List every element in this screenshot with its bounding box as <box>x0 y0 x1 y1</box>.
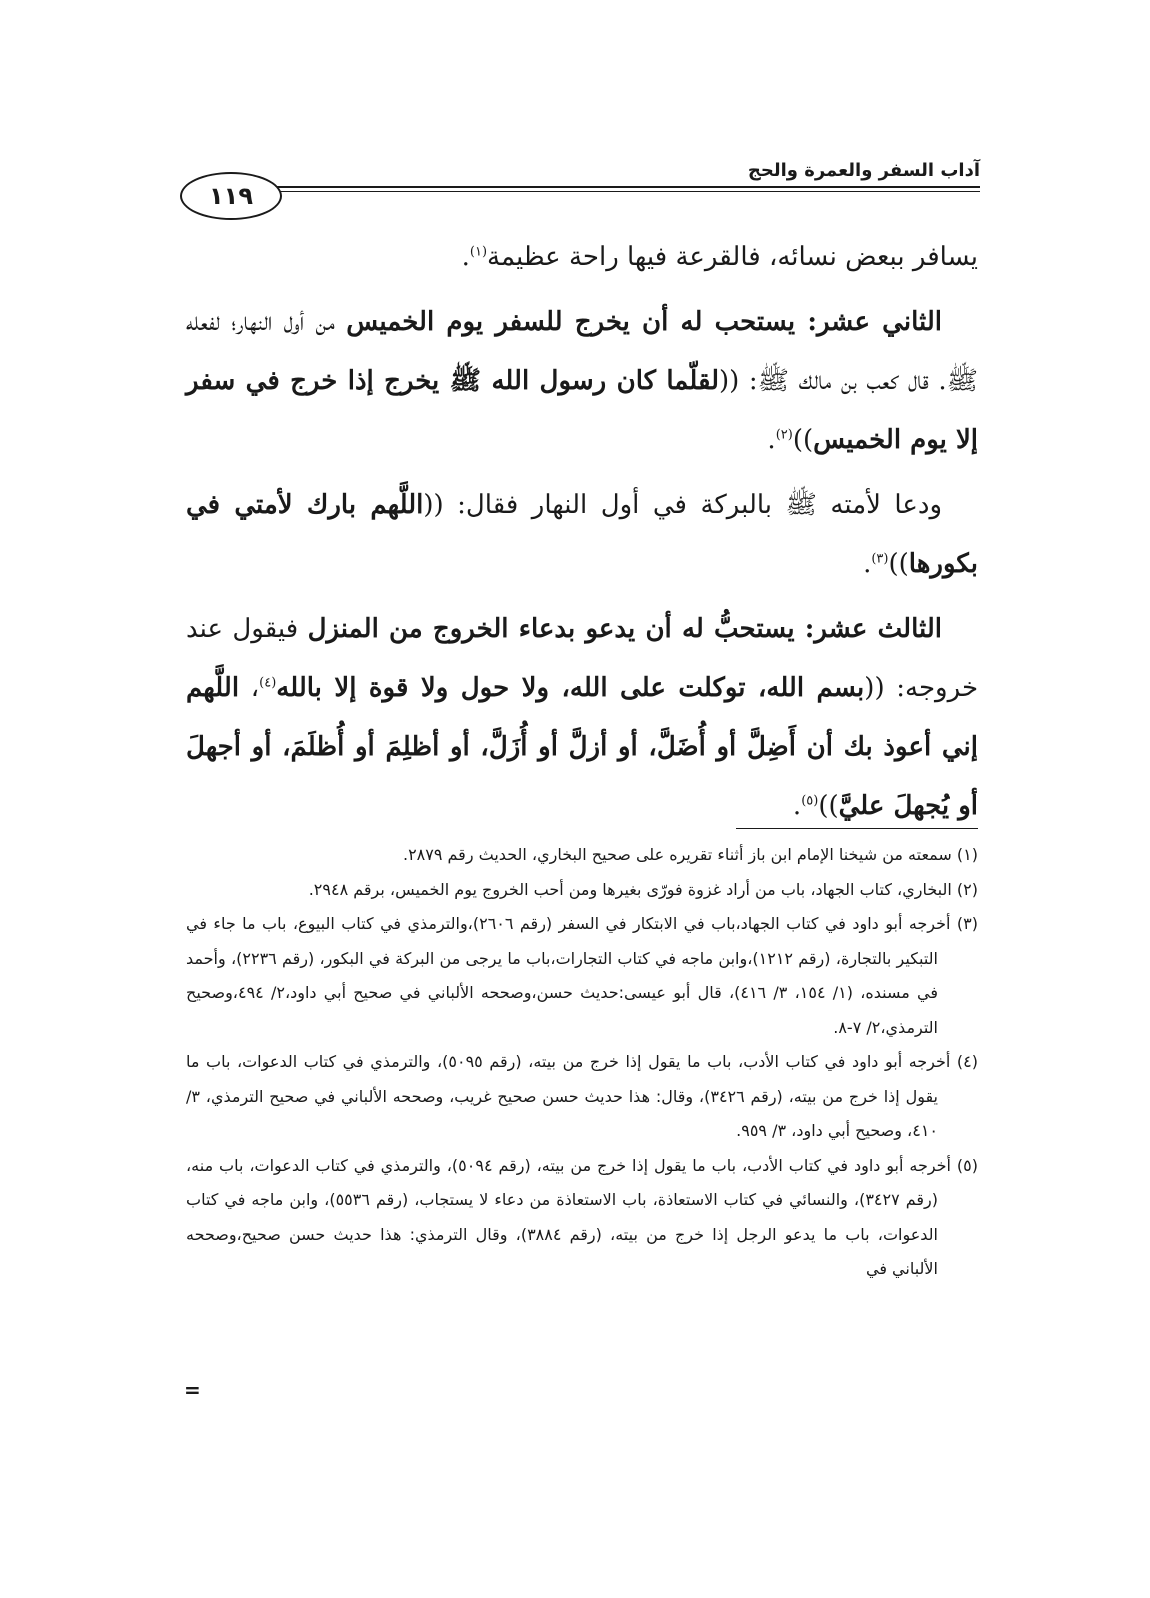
footnote-ref: (٢) <box>775 427 793 443</box>
hadith-quote: اللَّهم إني أعوذ بك أن أَضِلَّ أو أُضَلَّ، أو أزلَّ أو أُزَلَّ، أو أظلِمَ أو أُظلَمَ، أو أجهلَ أو يُجهلَ عليَّ <box>186 673 978 821</box>
text: يسافر ببعض نسائه، فالقرعة فيها راحة عظيمة <box>487 242 978 272</box>
text: من أول النهار؛ لفعله ﷺ. قال كعب بن مالك ﷺ: (( <box>186 307 978 396</box>
footnote-4: (٤) أخرجه أبو داود في كتاب الأدب، باب ما يقول إذا خرج من بيته، (رقم ٥٠٩٥)، والترمذي في كتاب الدعوات، باب ما يقول إذا خرج من بيته، (رقم ٣٤٢٦)، وقال: هذا حديث حسن صحيح غريب، وصححه الألباني في صحيح الترمذي، ٣/ ٤١٠، وصحيح أبي داود، ٣/ ٩٥٩. <box>186 1052 978 1140</box>
hadith-quote: لقلّما كان رسول الله ﷺ يخرج إذا خرج في سفر إلا يوم الخميس <box>186 366 978 455</box>
punctuation: . <box>461 242 470 272</box>
continuation-mark: = <box>184 1378 201 1402</box>
section-heading: الثاني عشر: يستحب له أن يخرج للسفر يوم الخميس <box>346 307 942 337</box>
page-header <box>180 160 980 220</box>
main-text <box>186 228 978 836</box>
footnote-2: (٢) البخاري، كتاب الجهاد، باب من أراد غزوة فورّى بغيرها ومن أحب الخروج يوم الخميس، برقم ٢٩٤٨. <box>308 879 978 899</box>
paragraph-dua-morning <box>186 476 978 594</box>
paragraph-continuation <box>186 228 978 287</box>
footnote-ref: (٣) <box>871 551 889 567</box>
footnote-ref: (٥) <box>801 793 819 809</box>
text: فيقول عند خروجه: (( <box>186 614 979 703</box>
punctuation: . <box>863 549 872 579</box>
hadith-quote: اللَّهم بارك لأمتي في بكورها <box>186 490 978 579</box>
footnotes <box>186 838 978 1287</box>
punctuation: . <box>767 425 776 455</box>
hadith-quote: بسم الله، توكلت على الله، ولا حول ولا قوة إلا بالله <box>276 673 865 703</box>
footnote-ref: (١) <box>469 244 488 260</box>
header-rule <box>276 186 980 188</box>
quote-close: )) <box>888 549 909 579</box>
punctuation: . <box>792 791 802 821</box>
punctuation: ، <box>239 673 260 703</box>
page-number: ١١٩ <box>180 172 282 220</box>
footnote-3: (٣) أخرجه أبو داود في كتاب الجهاد،باب في الابتكار في السفر (رقم ٢٦٠٦)،والترمذي في كتاب البيوع، باب ما جاء في التبكير بالتجارة، (رقم ١٢١٢)،وابن ماجه في كتاب التجارات،باب ما يرجى من البركة في البكور، (رقم ٢٢٣٦)، وأحمد في مسنده، (١/ ١٥٤، ٣/ ٤١٦)، قال أبو عيسى:حديث حسن،وصححه الألباني في صحيح أبي داود،٢/ ٤٩٤،وصحيح الترمذي،٢/ ٧-٨. <box>186 914 978 1037</box>
section-heading: الثالث عشر: يستحبُّ له أن يدعو بدعاء الخروج من المنزل <box>307 614 942 644</box>
quote-close: )) <box>818 791 839 821</box>
footnote-separator <box>736 828 978 829</box>
quote-close: )) <box>792 425 814 455</box>
footnote-ref: (٤) <box>259 675 277 691</box>
footnote-5: (٥) أخرجه أبو داود في كتاب الأدب، باب ما يقول إذا خرج من بيته، (رقم ٥٠٩٤)، والترمذي في كتاب الدعوات، باب منه، (رقم ٣٤٢٧)، والنسائي في كتاب الاستعاذة، باب الاستعاذة من دعاء لا يستجاب، (رقم ٥٥٣٦)، وابن ماجه في كتاب الدعوات، باب ما يدعو الرجل إذا خرج من بيته، (رقم ٣٨٨٤)، وقال الترمذي: هذا حديث حسن صحيح،وصححه الألباني في <box>186 1155 978 1278</box>
header-rule-thin <box>276 191 980 192</box>
paragraph-thirteenth <box>186 600 978 836</box>
book-title: آداب السفر والعمرة والحج <box>747 160 980 181</box>
footnote-1: (١) سمعته من شيخنا الإمام ابن باز أثناء تقريره على صحيح البخاري، الحديث رقم ٢٨٧٩. <box>402 845 978 864</box>
text: ودعا لأمته ﷺ بالبركة في أول النهار فقال: (( <box>423 490 943 520</box>
paragraph-twelfth <box>186 293 978 470</box>
